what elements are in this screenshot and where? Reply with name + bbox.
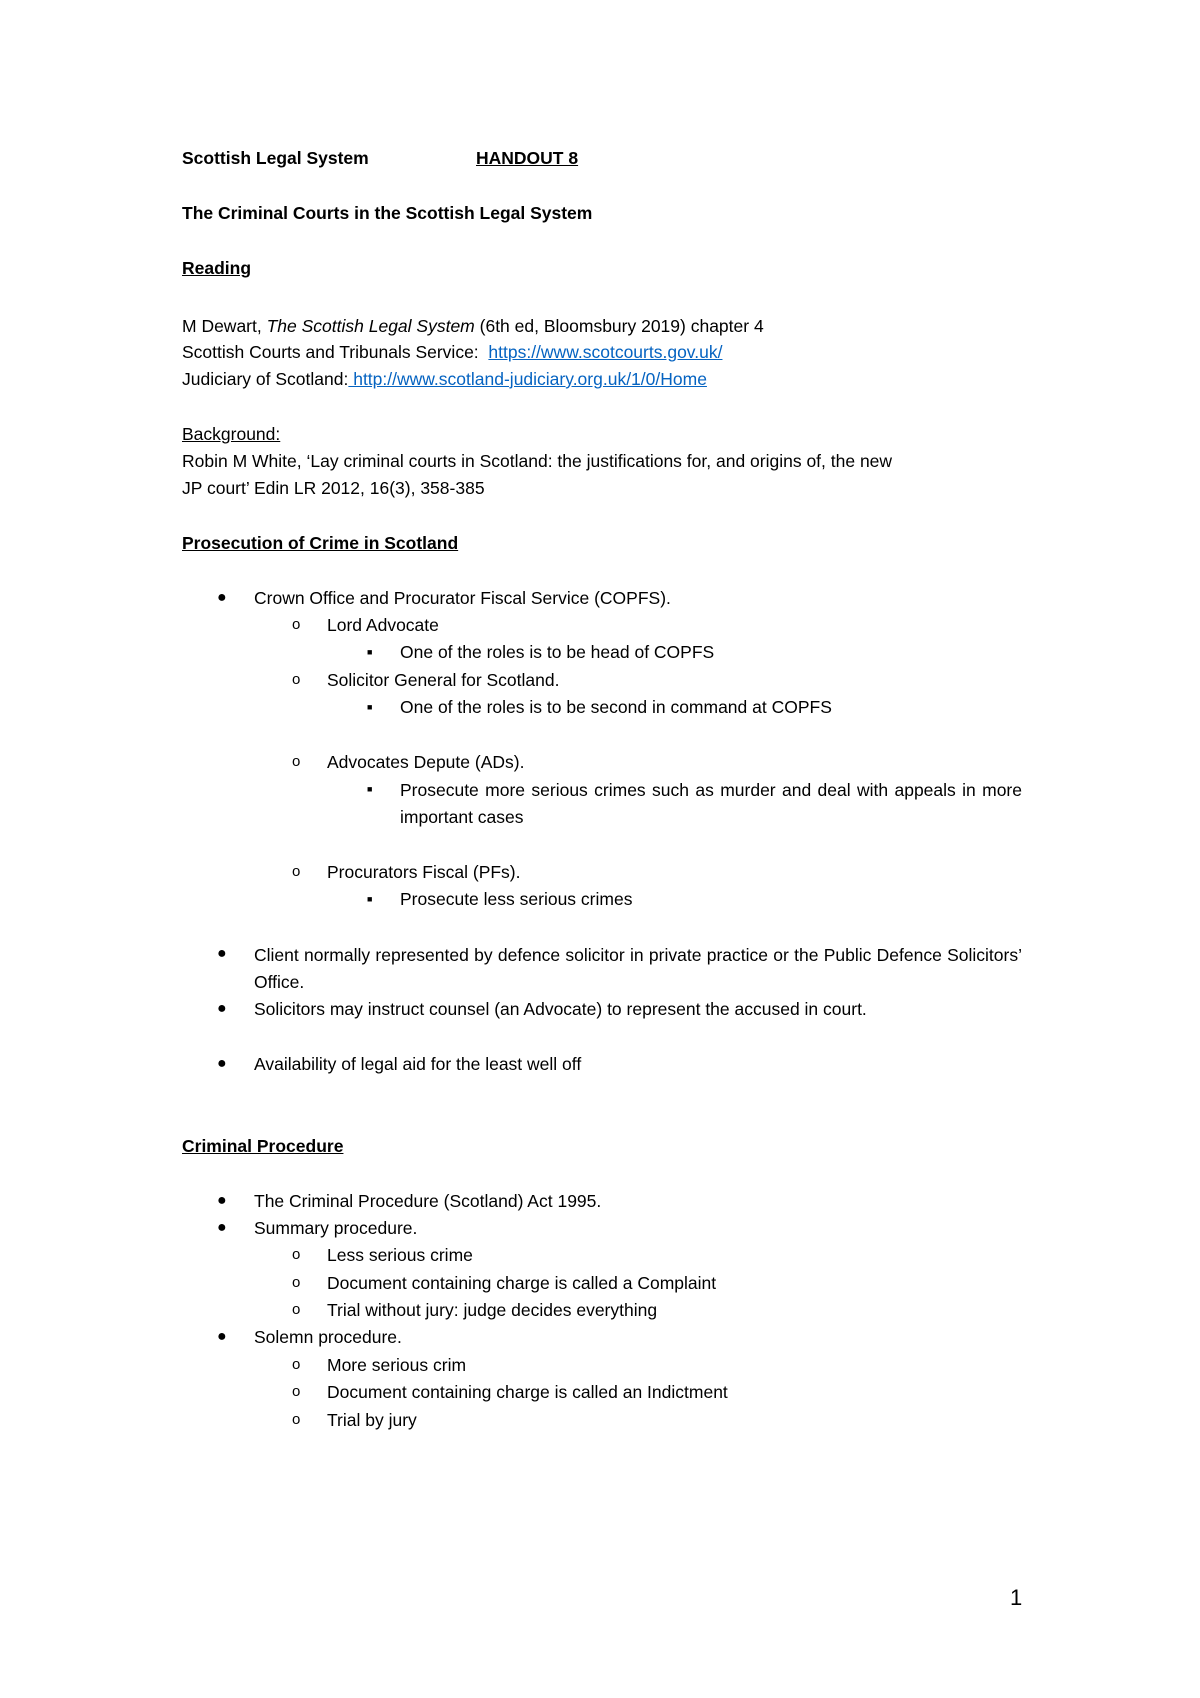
copfs-item: Crown Office and Procurator Fiscal Service (COPFS).: [254, 588, 671, 608]
scts-label: Scottish Courts and Tribunals Service:: [182, 342, 489, 362]
dewart-author: M Dewart,: [182, 316, 267, 336]
circle-bullet-icon: o: [292, 616, 301, 633]
reading-heading: Reading: [182, 258, 252, 278]
solemn-procedure-item: Solemn procedure.: [254, 1327, 402, 1347]
solemn-subitem: More serious crim: [327, 1355, 467, 1375]
summary-subitem: Less serious crime: [327, 1245, 473, 1265]
judiciary-label: Judiciary of Scotland:: [182, 369, 349, 389]
reading-scts: [182, 340, 722, 364]
summary-subitem: Document containing charge is called a Complaint: [327, 1273, 717, 1293]
bullet-icon: ●: [217, 1000, 227, 1017]
solemn-subitem: Document containing charge is called an Indictment: [327, 1382, 728, 1402]
procedure-heading: Criminal Procedure: [182, 1136, 344, 1156]
judiciary-link[interactable]: http://www.scotland-judiciary.org.uk/1/0/Home: [348, 369, 707, 389]
client-representation-item: Client normally represented by defence solicitor in private practice or the Public Defence Solicitors’ Office.: [254, 945, 1022, 992]
background-ref-line2: JP court’ Edin LR 2012, 16(3), 358-385: [182, 478, 485, 498]
square-bullet-icon: ■: [367, 647, 373, 657]
procurators-fiscal-item: Procurators Fiscal (PFs).: [327, 862, 521, 882]
circle-bullet-icon: o: [292, 863, 301, 880]
course-title: Scottish Legal System: [182, 148, 369, 168]
circle-bullet-icon: o: [292, 753, 301, 770]
circle-bullet-icon: o: [292, 671, 301, 688]
circle-bullet-icon: o: [292, 1246, 301, 1263]
circle-bullet-icon: o: [292, 1301, 301, 1318]
square-bullet-icon: ■: [367, 784, 373, 794]
dewart-book-title: The Scottish Legal System: [266, 316, 475, 336]
bullet-icon: ●: [217, 1219, 227, 1236]
summary-procedure-item: Summary procedure.: [254, 1218, 418, 1238]
circle-bullet-icon: o: [292, 1274, 301, 1291]
summary-subitem: Trial without jury: judge decides everything: [327, 1300, 658, 1320]
advocates-depute-role: Prosecute more serious crimes such as murder and deal with appeals in more important cases: [400, 780, 1022, 827]
solemn-subitem: Trial by jury: [327, 1410, 417, 1430]
handout-number: HANDOUT 8: [476, 148, 579, 168]
scts-link[interactable]: https://www.scotcourts.gov.uk/: [488, 342, 723, 362]
square-bullet-icon: ■: [367, 702, 373, 712]
page-number: 1: [1010, 1585, 1023, 1610]
advocates-depute-item: Advocates Depute (ADs).: [327, 752, 525, 772]
dewart-edition: (6th ed, Bloomsbury 2019) chapter 4: [474, 316, 764, 336]
bullet-icon: ●: [217, 1328, 227, 1345]
reading-dewart: [182, 314, 764, 338]
document-title: The Criminal Courts in the Scottish Legal System: [182, 203, 593, 223]
solicitor-general-item: Solicitor General for Scotland.: [327, 670, 560, 690]
solicitors-counsel-item: Solicitors may instruct counsel (an Advocate) to represent the accused in court.: [254, 999, 867, 1019]
bullet-icon: ●: [217, 1192, 227, 1209]
circle-bullet-icon: o: [292, 1356, 301, 1373]
reading-judiciary: [182, 367, 707, 391]
background-heading: Background:: [182, 424, 281, 444]
circle-bullet-icon: o: [292, 1411, 301, 1428]
prosecution-heading: Prosecution of Crime in Scotland: [182, 533, 459, 553]
legal-aid-item: Availability of legal aid for the least well off: [254, 1054, 582, 1074]
lord-advocate-role: One of the roles is to be head of COPFS: [400, 642, 715, 662]
circle-bullet-icon: o: [292, 1383, 301, 1400]
bullet-icon: ●: [217, 1055, 227, 1072]
bullet-icon: ●: [217, 945, 227, 962]
lord-advocate-item: Lord Advocate: [327, 615, 439, 635]
procurators-fiscal-role: Prosecute less serious crimes: [400, 889, 633, 909]
solicitor-general-role: One of the roles is to be second in command at COPFS: [400, 697, 832, 717]
bullet-icon: ●: [217, 589, 227, 606]
act-item: The Criminal Procedure (Scotland) Act 1995.: [254, 1191, 602, 1211]
background-ref-line1: Robin M White, ‘Lay criminal courts in Scotland: the justifications for, and origins of, the new: [182, 451, 893, 471]
square-bullet-icon: ■: [367, 894, 373, 904]
